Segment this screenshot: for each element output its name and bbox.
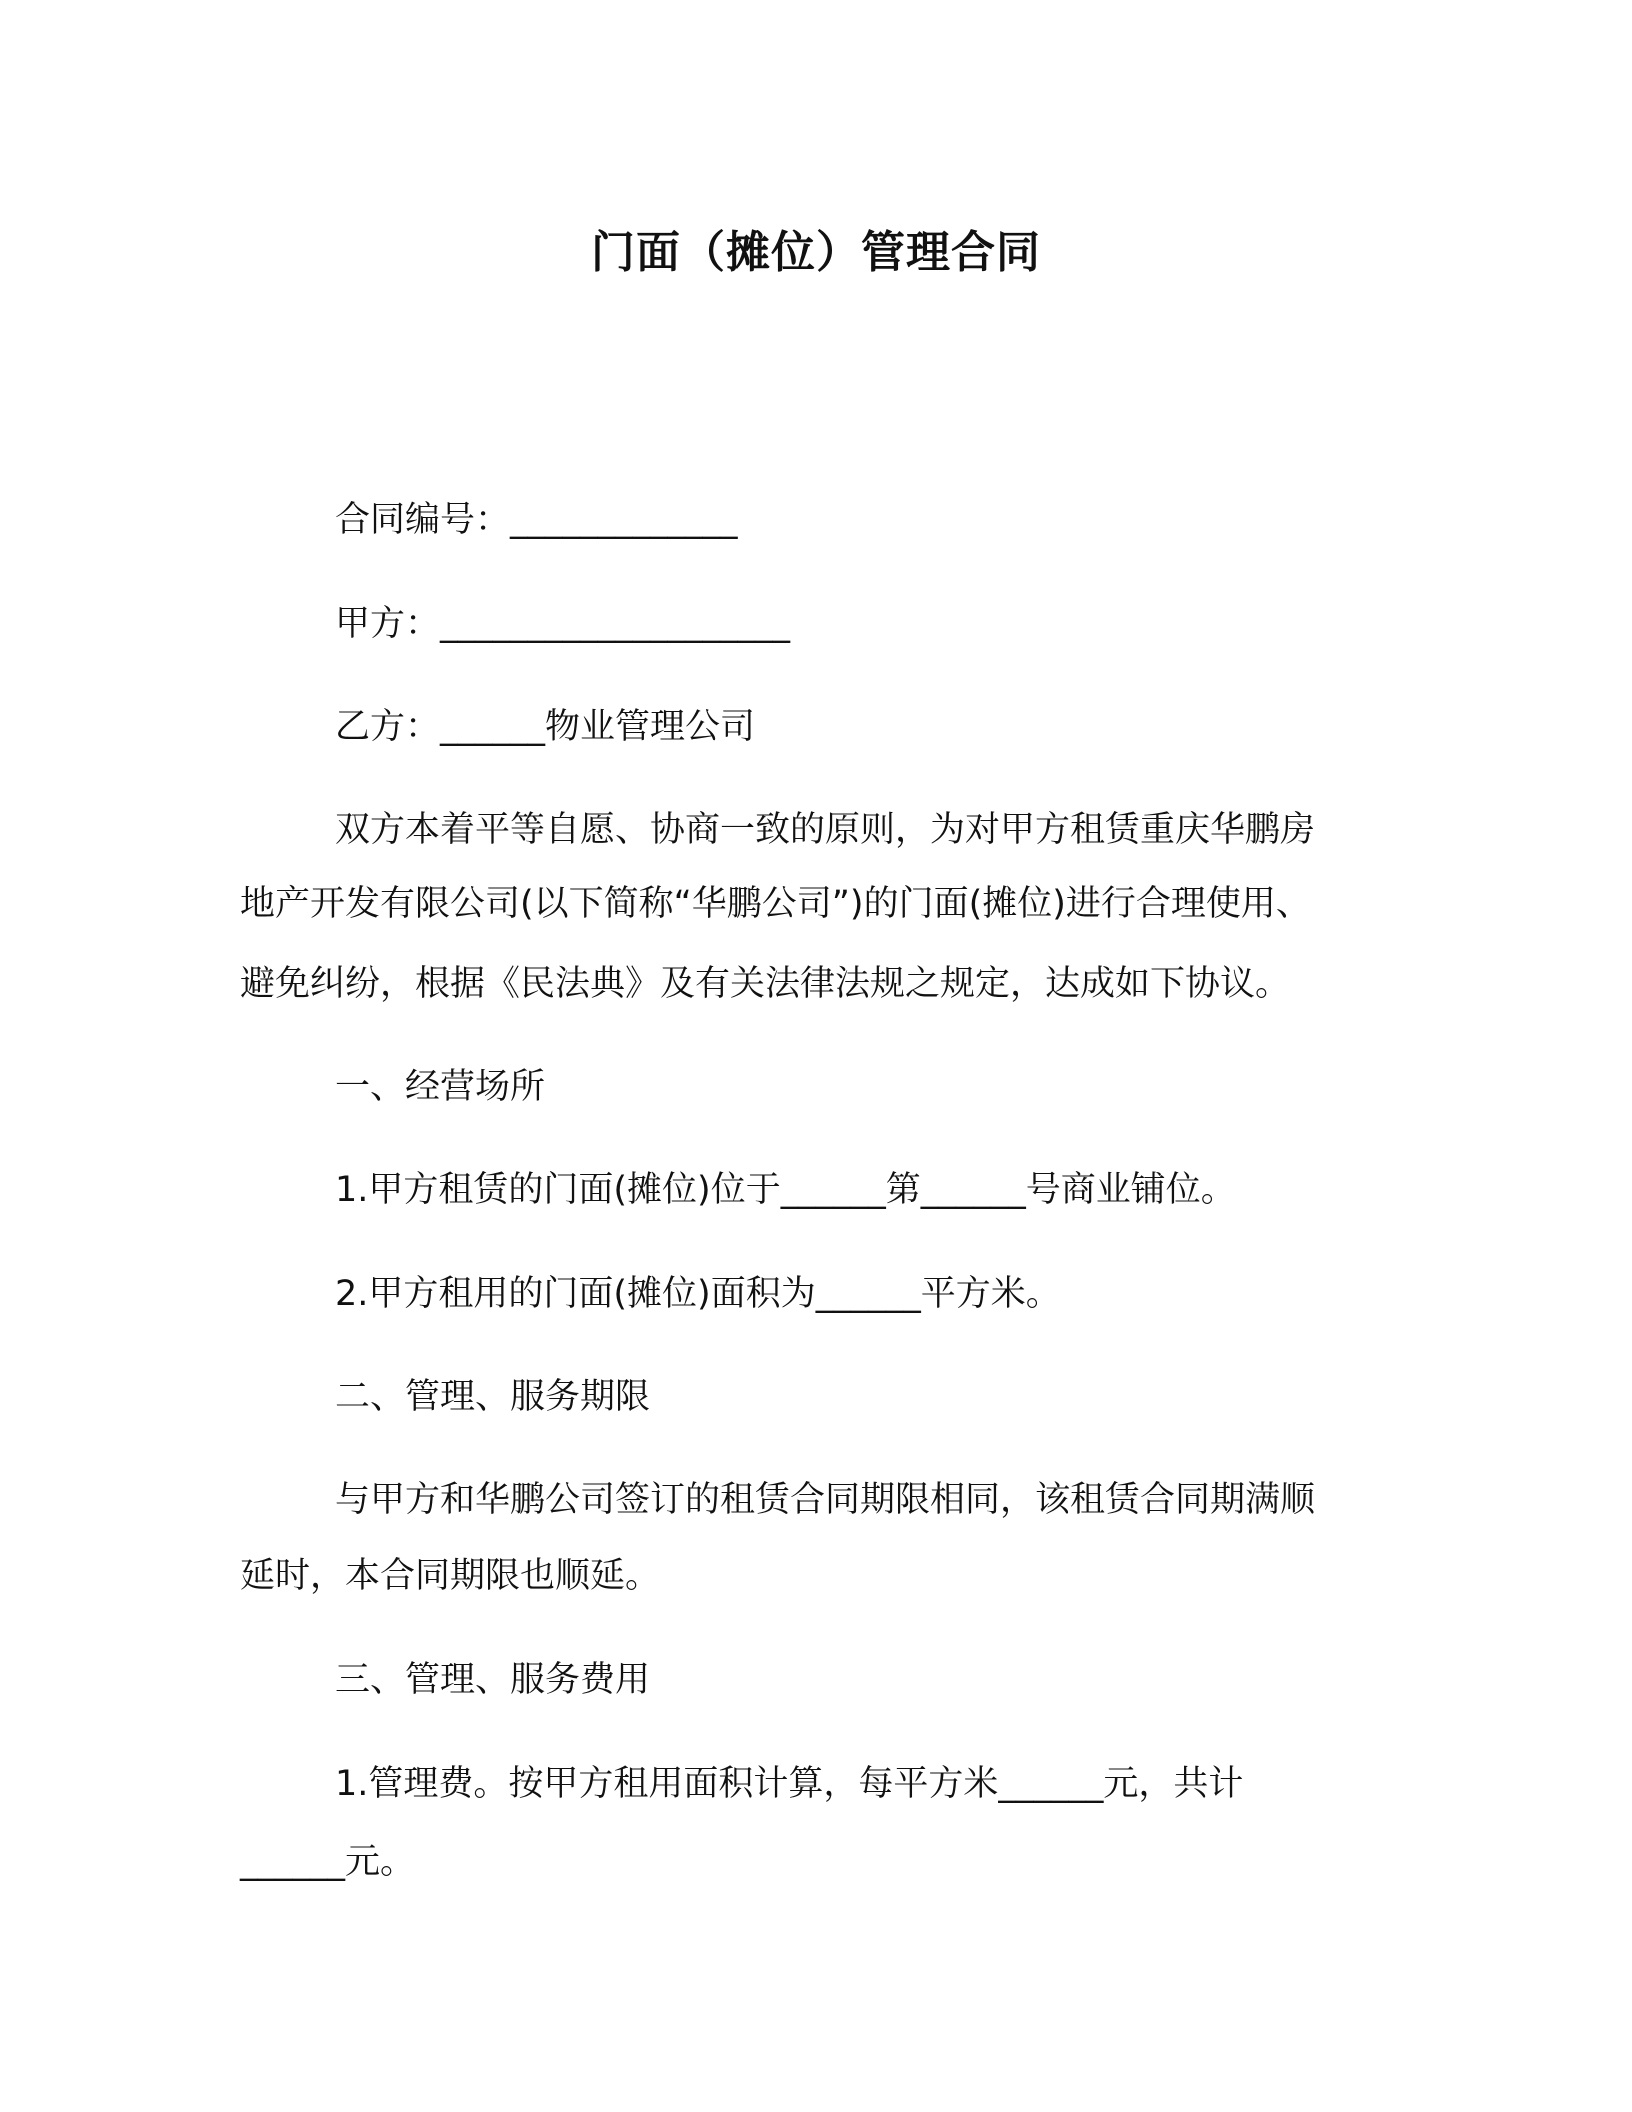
section-2-text-line-1: 与甲方和华鹏公司签订的租赁合同期限相同，该租赁合同期满顺 bbox=[335, 1480, 1316, 1520]
section-3-item-1-line-1: 1.管理费。按甲方租用面积计算，每平方米______元，共计 bbox=[335, 1764, 1244, 1804]
section-3-item-1-line-2: ______元。 bbox=[240, 1842, 416, 1882]
party-b-line: 乙方：______物业管理公司 bbox=[335, 707, 756, 747]
contract-number-line: 合同编号：_____________ bbox=[335, 500, 738, 540]
preamble-line-3: 避免纠纷，根据《民法典》及有关法律法规之规定，达成如下协议。 bbox=[240, 964, 1291, 1004]
preamble-line-1: 双方本着平等自愿、协商一致的原则，为对甲方租赁重庆华鹏房 bbox=[335, 810, 1316, 850]
section-2-heading: 二、管理、服务期限 bbox=[335, 1377, 651, 1417]
preamble-line-2: 地产开发有限公司(以下简称“华鹏公司”)的门面(摊位)进行合理使用、 bbox=[240, 884, 1311, 924]
section-2-text-line-2: 延时，本合同期限也顺延。 bbox=[240, 1556, 661, 1596]
section-1-heading: 一、经营场所 bbox=[335, 1067, 546, 1107]
section-3-heading: 三、管理、服务费用 bbox=[335, 1660, 651, 1700]
party-a-line: 甲方：____________________ bbox=[335, 604, 791, 644]
document-title: 门面（摊位）管理合同 bbox=[591, 227, 1041, 278]
section-1-item-2: 2.甲方租用的门面(摊位)面积为______平方米。 bbox=[335, 1274, 1061, 1314]
section-1-item-1: 1.甲方租赁的门面(摊位)位于______第______号商业铺位。 bbox=[335, 1170, 1236, 1210]
